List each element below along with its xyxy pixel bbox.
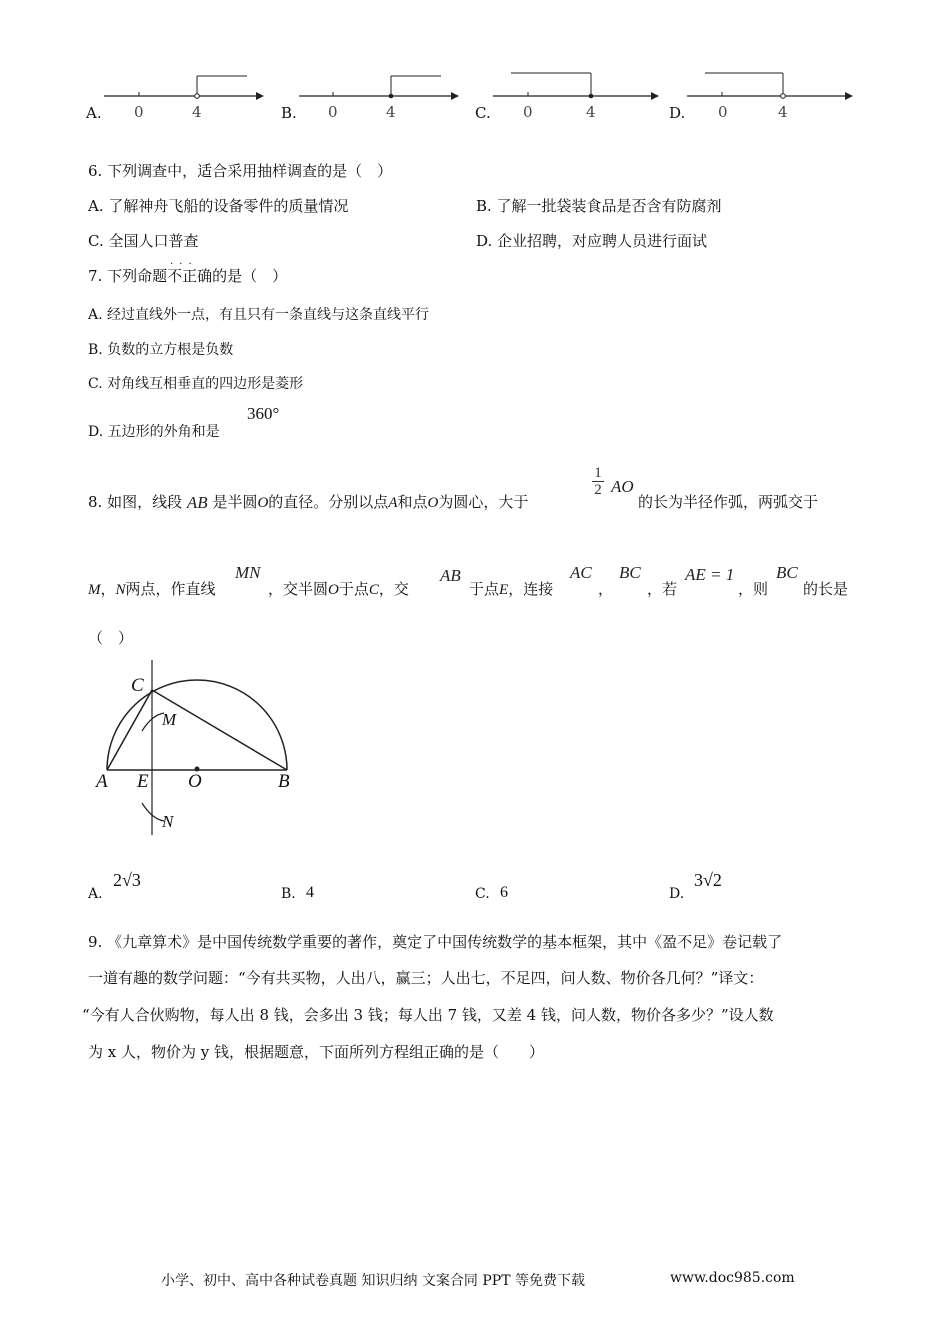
q8-point-o: O [328,582,339,598]
arc-mark-n [142,803,164,821]
segment-bc [152,690,287,770]
fraction-numerator: 1 [594,465,602,481]
label-b: B [278,771,290,792]
q8-text: 是半圆 [212,493,258,511]
q8-math-ab: AB [186,493,208,512]
q8-point-c: C [368,582,379,598]
q8-option-c-label: C. [475,886,490,902]
q8-point-o: O [427,495,439,511]
q8-text: ，则 [738,580,769,598]
q8-option-d-value: 3√2 [694,870,722,890]
q8-math-mn: MN [235,563,261,582]
segment-ac [107,690,152,770]
tick-0: 0 [328,103,338,121]
tick-4: 4 [778,103,788,121]
q7-stem-before: 7. 下列命题 [88,267,168,285]
footer-url[interactable]: www.doc985.com [670,1270,795,1286]
q8-point-m: M [88,582,101,598]
q8-math-bc: BC [776,563,798,582]
q8-text: 为圆心，大于 [438,493,529,511]
label-o: O [188,771,202,792]
q6-option-c: C. 全国人口普查 [88,232,199,250]
option-label: D. [669,104,686,122]
q7-option-d-math: 360° [247,404,280,423]
q8-text: 的长是 [803,580,849,598]
q9-line-4: 为 x 人，物价为 y 钱，根据题意，下面所列方程组正确的是（ ） [88,1043,545,1061]
q8-line2-mid [268,579,409,600]
q8-math-ae-eq: AE = 1 [685,565,735,584]
tick-0: 0 [134,103,144,121]
q8-text: 于点 [338,580,369,598]
q8-text: 和点 [397,493,428,511]
q8-point-a: A [388,495,398,511]
semicircle-diagram [90,655,305,840]
q8-math-ao: AO [611,477,634,496]
q8-text: ，若 [647,580,678,598]
q8-text: 两点，作直线 [125,580,216,598]
q8-line1 [88,492,528,513]
q8-option-b-value: 4 [306,884,314,901]
q8-text: ， [100,580,116,598]
q7-emph-text: 不正确 [167,267,213,285]
q8-text: 于点 [469,580,500,598]
label-c: C [131,675,144,696]
q7-option-c: C. 对角线互相垂直的四边形是菱形 [88,376,304,392]
q8-text: ，连接 [508,580,554,598]
tick-4: 4 [386,103,396,121]
q8-text: 8. 如图，线段 [88,493,183,511]
q8-line1-end: 的长为半径作弧，两弧交于 [638,493,819,511]
q8-math-ac: AC [570,563,592,582]
q8-comma: ， [598,580,614,598]
q8-option-b-label: B. [281,886,296,902]
fraction-denominator: 2 [592,481,604,499]
option-label: C. [475,104,491,122]
emphasis-dots: ··· [170,259,198,270]
q8-option-a-value: 2√3 [113,870,141,890]
q8-point-e: E [499,582,509,598]
q7-option-a: A. 经过直线外一点，有且只有一条直线与这条直线平行 [88,307,430,323]
q8-line2-mid2 [469,579,553,600]
q7-option-d: D. 五边形的外角和是 [88,424,220,440]
q9-line-1: 9. 《九章算术》是中国传统数学重要的著作，奠定了中国传统数学的基本框架，其中《盈不足》卷记载了 [88,933,783,951]
q8-line2 [88,579,216,600]
q6-option-d: D. 企业招聘，对应聘人员进行面试 [476,232,708,250]
q8-math-bc: BC [619,563,641,582]
q6-option-a: A. 了解神舟飞船的设备零件的质量情况 [88,197,349,215]
tick-0: 0 [523,103,533,121]
arc-mark-m [142,713,164,731]
q9-line-2: 一道有趣的数学问题：“今有共买物，人出八，赢三；人出七，不足四，问人数、物价各几何？”译文： [88,969,764,987]
tick-4: 4 [586,103,596,121]
label-m: M [162,710,177,729]
q7-stem [88,259,288,286]
option-label: B. [281,104,297,122]
q8-option-d-label: D. [669,886,685,902]
label-n: N [162,812,174,831]
q8-text: ，交 [378,580,409,598]
label-a: A [96,771,108,792]
q9-line-3: “今有人合伙购物，每人出 8 钱，会多出 3 钱；每人出 7 钱，又差 4 钱，问人数，物价各多少？”设人数 [82,1006,774,1024]
q8-option-c-value: 6 [500,884,508,901]
tick-0: 0 [718,103,728,121]
q8-option-a-label: A. [88,886,103,902]
q8-point-n: N [115,582,126,598]
label-e: E [137,771,149,792]
q7-stem-emphasis [167,259,213,285]
q8-answer-paren: （ ） [88,629,134,647]
q6-stem: 6. 下列调查中，适合采用抽样调查的是（ ） [88,162,393,180]
q7-option-b: B. 负数的立方根是负数 [88,342,234,358]
q7-stem-after: 的是（ ） [212,267,288,285]
q8-text: ，交半圆 [268,580,329,598]
footer-promo-text: 小学、初中、高中各种试卷真题 知识归纳 文案合同 PPT 等免费下载 [161,1273,585,1289]
option-label: A. [86,104,102,122]
tick-4: 4 [192,103,202,121]
q8-point-o: O [257,495,269,511]
q8-math-ab: AB [440,566,461,585]
q8-figure [90,655,305,840]
q6-option-b: B. 了解一批袋装食品是否含有防腐剂 [476,197,722,215]
q8-fraction [592,465,604,499]
q8-text: 的直径。分别以点 [268,493,389,511]
